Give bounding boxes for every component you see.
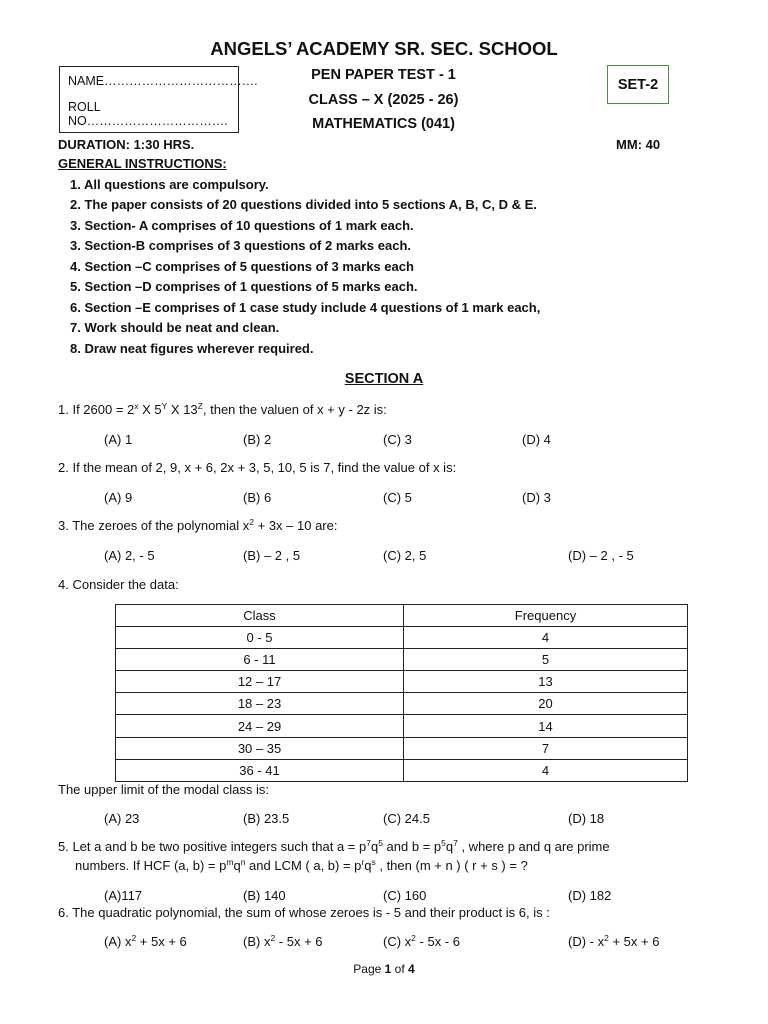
q3-option-a: (A) 2, - 5 [104,548,155,563]
question-3 [58,518,337,533]
q5-text: numbers. If HCF (a, b) = p [75,858,227,873]
q5-option-a: (A)117 [104,888,143,903]
class-cell: 0 - 5 [116,627,404,649]
table-row [116,649,688,671]
instructions-heading: GENERAL INSTRUCTIONS: [58,156,227,171]
q5-option-d: (D) 182 [568,888,612,903]
q2-option-c: (C) 5 [383,490,412,505]
frequency-cell: 13 [404,671,688,693]
question-4: 4. Consider the data: [58,577,179,592]
q6-text: - 5x - 6 [415,934,460,949]
section-a-heading: SECTION A [344,371,424,387]
q5-text: q [370,839,379,854]
page-number: 1 [384,962,392,976]
q4-option-a: (A) 23 [104,811,140,826]
q5-text: q [233,858,241,873]
question-1 [58,402,387,417]
q6-exponent: 2 [131,933,137,943]
duration: DURATION: 1:30 HRS. [58,137,195,152]
class-cell: 6 - 11 [116,649,404,671]
q5-exponent: m [226,857,234,867]
q5-option-b: (B) 140 [243,888,286,903]
table-row [116,715,688,737]
instruction-item: 5. Section –D comprises of 1 questions of 5 marks each. [70,279,418,294]
set-badge [607,65,669,104]
q1-option-a: (A) 1 [104,432,133,447]
frequency-cell: 7 [404,737,688,759]
q4-option-c: (C) 24.5 [383,811,430,826]
class-cell: 18 – 23 [116,693,404,715]
school-title: ANGELS’ ACADEMY SR. SEC. SCHOOL [210,38,558,59]
q6-option-d [568,934,659,949]
table-row [116,627,688,649]
roll-number-field: ROLL NO……………………………. [68,100,228,128]
q2-option-b: (B) 6 [243,490,272,505]
set-label: SET-2 [617,76,659,93]
subject-title: MATHEMATICS (041) [312,116,455,132]
page-footer [0,962,768,976]
class-cell: 12 – 17 [116,671,404,693]
q1-exponent: Y [161,401,168,411]
q5-text: and b = p [382,839,442,854]
page-total: 4 [408,962,415,976]
q2-option-d: (D) 3 [522,490,551,505]
q5-exponent: n [240,857,246,867]
instruction-item: 1. All questions are compulsory. [70,177,269,192]
q6-option-c [383,934,460,949]
q1-option-c: (C) 3 [383,432,412,447]
question-6: 6. The quadratic polynomial, the sum of whose zeroes is - 5 and their product is 6, is : [58,905,550,920]
q5-exponent: 5 [378,838,383,848]
q5-option-c: (C) 160 [383,888,427,903]
q6-text: + 5x + 6 [136,934,187,949]
q5-exponent: s [371,857,376,867]
instruction-item: 4. Section –C comprises of 5 questions of 3 marks each [70,259,414,274]
q5-text: 5. Let a and b be two positive integers such that a = p [58,839,367,854]
name-roll-box [59,66,258,133]
q3-option-c: (C) 2, 5 [383,548,427,563]
q5-exponent: 7 [453,838,458,848]
q6-text: (B) x [243,934,271,949]
q2-option-a: (A) 9 [104,490,133,505]
q4-option-d: (D) 18 [568,811,605,826]
max-marks: MM: 40 [616,137,661,152]
class-cell: 24 – 29 [116,715,404,737]
question-5-line-1 [58,839,610,854]
table-row [116,671,688,693]
instruction-item: 6. Section –E comprises of 1 case study include 4 questions of 1 mark each, [70,300,541,315]
q6-text: - 5x + 6 [275,934,323,949]
table-row [116,693,688,715]
q1-text: 1. If 2600 = 2 [58,402,135,417]
q3-exponent: 2 [249,517,254,527]
test-title: PEN PAPER TEST - 1 [311,67,456,83]
instruction-item: 2. The paper consists of 20 questions divided into 5 sections A, B, C, D & E. [70,197,537,212]
q6-text: + 5x + 6 [608,934,660,949]
q6-exponent: 2 [411,933,416,943]
q5-text: q [445,839,454,854]
q3-text: 3. The zeroes of the polynomial x [58,518,250,533]
table-header-row [116,605,688,627]
q1-text: , then the valuen of x + y - 2z is: [202,402,387,417]
q6-exponent: 2 [604,933,609,943]
frequency-table [115,604,688,782]
name-field: NAME………………………………. [68,74,258,88]
table-row [116,759,688,781]
question-2: 2. If the mean of 2, 9, x + 6, 2x + 3, 5, 10, 5 is 7, find the value of x is: [58,460,457,475]
table-header-frequency: Frequency [404,605,688,627]
q4-followup: The upper limit of the modal class is: [58,782,269,797]
q1-text: X 13 [167,402,198,417]
q1-option-b: (B) 2 [243,432,272,447]
q1-option-d: (D) 4 [522,432,551,447]
q6-text: (C) x [383,934,412,949]
q5-text: and LCM ( a, b) = p [245,858,362,873]
q3-text: + 3x – 10 are: [254,518,338,533]
q5-exponent: 7 [366,838,371,848]
instruction-item: 8. Draw neat figures wherever required. [70,341,314,356]
frequency-cell: 20 [404,693,688,715]
q4-option-b: (B) 23.5 [243,811,290,826]
q1-exponent: Z [197,401,203,411]
q6-exponent: 2 [270,933,276,943]
instruction-item: 3. Section-B comprises of 3 questions of 2 marks each. [70,238,411,253]
question-5-line-2 [75,858,528,873]
instruction-item: 3. Section- A comprises of 10 questions of 1 mark each. [70,218,414,233]
q6-option-b [243,934,323,949]
q3-option-d: (D) – 2 , - 5 [568,548,634,563]
q5-exponent: r [361,857,365,867]
q6-text: (A) x [104,934,132,949]
class-cell: 30 – 35 [116,737,404,759]
class-cell: 36 - 41 [116,759,404,781]
page-word: Page [353,962,382,976]
frequency-cell: 5 [404,649,688,671]
q3-option-b: (B) – 2 , 5 [243,548,301,563]
q1-text: X 5 [138,402,162,417]
q6-text: (D) - x [568,934,605,949]
frequency-cell: 4 [404,627,688,649]
table-header-class: Class [116,605,404,627]
q5-text: , then (m + n ) ( r + s ) = ? [375,858,528,873]
q6-option-a [104,934,187,949]
q5-text: q [364,858,372,873]
q5-exponent: 5 [441,838,446,848]
frequency-cell: 4 [404,759,688,781]
q1-exponent: x [134,401,139,411]
q5-text: , where p and q are prime [457,839,610,854]
table-row [116,737,688,759]
frequency-cell: 14 [404,715,688,737]
class-title: CLASS – X (2025 - 26) [308,92,459,108]
instruction-item: 7. Work should be neat and clean. [70,320,280,335]
of-word: of [394,962,405,976]
